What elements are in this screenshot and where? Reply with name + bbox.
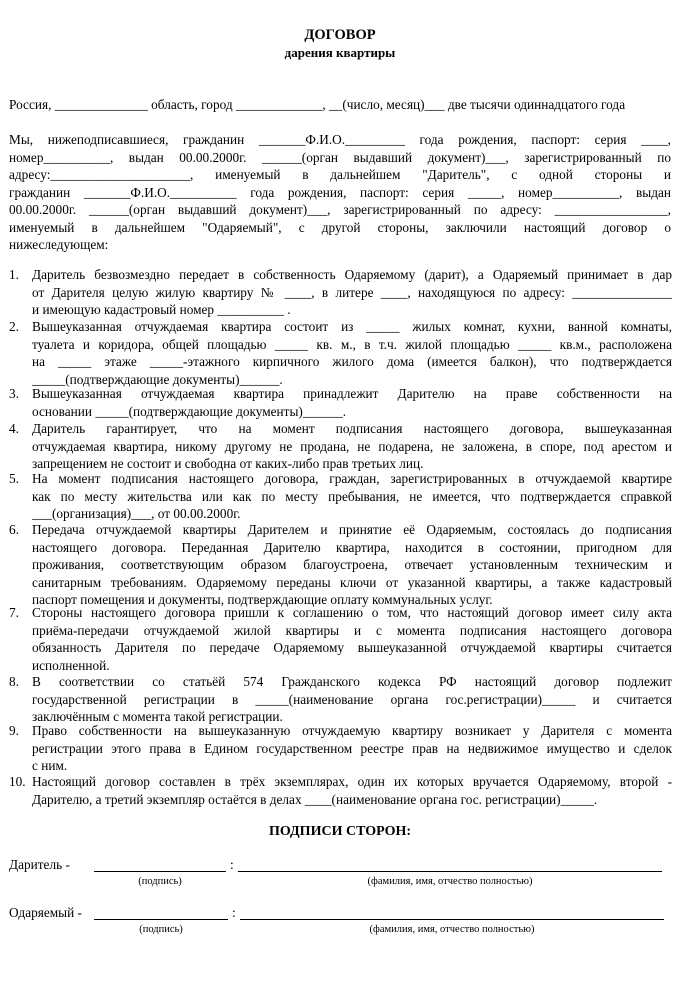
- item-number: 4.: [9, 421, 19, 436]
- item-text-line: основании _____(подтверждающие документы)______.: [32, 403, 347, 419]
- donor-label: Даритель -: [9, 857, 70, 872]
- preamble-text: гражданин _______Ф.И.О.__________ года рождения, паспорт: серия _____, номер__________, выдан: [9, 184, 671, 200]
- item-number: 10.: [9, 774, 26, 789]
- preamble-text: нижеследующем:: [9, 237, 109, 252]
- recipient-label: Одаряемый -: [9, 905, 82, 920]
- item-number: 2.: [9, 319, 19, 334]
- item-text-line: регистрации этого права в Едином государственном реестре прав на недвижимое имущество и сделок: [32, 740, 672, 756]
- item-text-line: настоящего договора. Переданная Дарителю квартира, находится в состоянии, пригодном для: [32, 539, 672, 555]
- item-text-line: запрещением не состоит и свободна от каких-либо прав третьих лиц.: [32, 456, 424, 471]
- item-number: 8.: [9, 674, 19, 689]
- item-text-line: на _____ этаже _____-этажного кирпичного жилого дома (имеется балкон), что подтверждается: [32, 354, 672, 369]
- item-text-line: туалета и коридора, общей площадью _____ кв. м., в т.ч. жилой площадью _____ кв.м., расположена: [32, 336, 672, 352]
- item-number: 7.: [9, 605, 19, 620]
- donor-signature-caption: (подпись): [138, 876, 182, 887]
- item-number: 1.: [9, 267, 19, 282]
- preamble-text: Мы, нижеподписавшиеся, гражданин _______Ф.И.О._________ года рождения, паспорт: серия ____,: [9, 132, 671, 147]
- preamble-text: именуемый в дальнейшем "Одаряемый", с другой стороны, заключили настоящий договор о: [9, 219, 671, 235]
- item-text-line: от Дарителя целую жилую квартиру № ____, в литере ____, находящуюся по адресу: _______________: [32, 284, 672, 300]
- item-text-line: В соответствии со статьёй 574 Гражданского кодекса РФ настоящий договор подлежит: [32, 674, 672, 689]
- item-text-line: санитарным требованиям. Одаряемому переданы ключи от указанной квартиры, а также кадастровый: [32, 574, 672, 590]
- item-text-line: с ним.: [32, 758, 68, 773]
- item-number: 3.: [9, 386, 19, 401]
- donor-signature-line[interactable]: [94, 871, 226, 872]
- item-text-line: Вышеуказанная отчуждаемая квартира состоит из _____ жилых комнат, кухни, ванной комнаты,: [32, 319, 672, 334]
- recipient-colon: :: [232, 905, 236, 920]
- item-text-line: На момент подписания настоящего договора, граждан, зарегистрированных в отчуждаемой квартире: [32, 471, 672, 486]
- donor-name-line[interactable]: [238, 871, 662, 872]
- item-number: 9.: [9, 723, 19, 738]
- item-text-line: заключённым с момента такой регистрации.: [32, 709, 283, 724]
- document-title: ДОГОВОР: [304, 27, 376, 43]
- item-text-line: отчуждаемая квартира, никому другому не продана, не подарена, не заложена, в споре, под арестом и: [32, 438, 672, 454]
- item-text-line: государственной регистрации в _____(наименование органа гос.регистрации)_____ и считается: [32, 691, 672, 707]
- recipient-signature-caption: (подпись): [139, 924, 183, 935]
- donor-colon: :: [230, 857, 234, 872]
- recipient-name-caption: (фамилия, имя, отчество полностью): [369, 924, 535, 935]
- item-text-line: Даритель безвозмездно передает в собственность Одаряемому (дарит), а Одаряемый принимает в дар: [32, 267, 672, 282]
- item-number: 6.: [9, 522, 19, 537]
- item-text-line: Стороны настоящего договора пришли к соглашению о том, что настоящий договор имеет силу акта: [32, 605, 672, 620]
- document-subtitle: дарения квартиры: [284, 45, 396, 60]
- item-text-line: Настоящий договор составлен в трёх экземплярах, один их которых вручается Одаряемому, второй -: [32, 774, 672, 789]
- item-text-line: Право собственности на вышеуказанную отчуждаемую квартиру возникает у Дарителя с момента: [32, 723, 672, 738]
- item-text-line: приёма-передачи отчуждаемой жилой квартиры и с момента подписания настоящего договора: [32, 622, 672, 638]
- item-text-line: Передача отчуждаемой квартиры Дарителем и принятие её Одаряемым, состоялась до подписания: [32, 522, 672, 537]
- item-text-line: и имеющую кадастровый номер __________ .: [32, 302, 291, 317]
- preamble-text: номер__________, выдан 00.00.2000г. ______(орган выдавший документ)___, зарегистрированный по: [9, 149, 671, 165]
- preamble-text: 00.00.2000г. ______(орган выдавший документ)___, зарегистрированный по адресу: _________________,: [9, 202, 671, 217]
- item-text-line: Дарителю, а третий экземпляр остаётся в делах ____(наименование органа гос. регистрации)_____.: [32, 791, 598, 807]
- item-text-line: ___(организация)___, от 00.00.2000г.: [32, 506, 241, 521]
- signatures-title: ПОДПИСИ СТОРОН:: [268, 824, 412, 839]
- preamble-text: адресу:_____________________, именуемый в дальнейшем "Даритель", с одной стороны и: [9, 167, 671, 182]
- item-text-line: Вышеуказанная отчуждаемая квартира принадлежит Дарителю на праве собственности на: [32, 386, 672, 401]
- item-text-line: Даритель гарантирует, что на момент подписания настоящего договора, вышеуказанная: [32, 421, 672, 436]
- donor-name-caption: (фамилия, имя, отчество полностью): [367, 876, 533, 887]
- place-date-line: Россия, ______________ область, город _____________, __(число, месяц)___ две тысячи одиннадцатого года: [9, 97, 626, 112]
- item-text-line: проживания, соответствующим образом благоустроена, отвечает установленным техническим и: [32, 557, 672, 572]
- item-text-line: _____(подтверждающие документы)______.: [32, 371, 283, 387]
- item-text-line: как по месту жительства или как по месту пребывания, не имеется, что подтверждается справкой: [32, 488, 672, 504]
- item-text-line: паспорт помещения и документы, подтверждающие оплату коммунальных услуг.: [32, 592, 493, 607]
- recipient-signature-line[interactable]: [94, 919, 228, 920]
- item-number: 5.: [9, 471, 19, 486]
- item-text-line: обязанность Дарителя по передаче Одаряемому вышеуказанной отчуждаемой квартиры считается: [32, 640, 672, 655]
- item-text-line: исполненной.: [32, 657, 110, 673]
- recipient-name-line[interactable]: [240, 919, 664, 920]
